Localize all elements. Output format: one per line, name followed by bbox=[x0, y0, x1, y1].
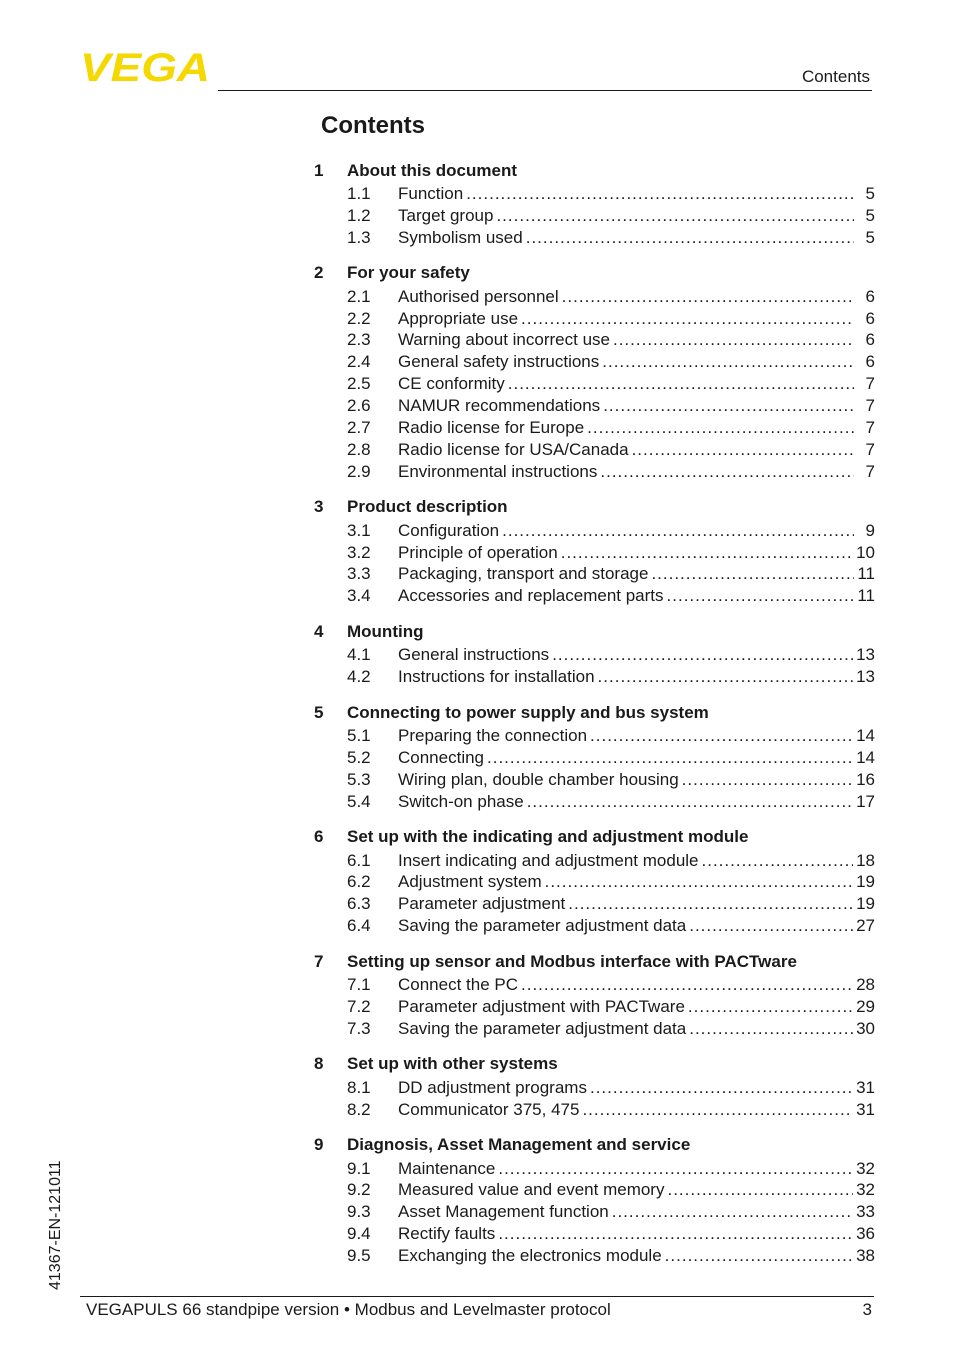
dot-leader bbox=[568, 894, 853, 914]
toc-chapter-heading[interactable] bbox=[314, 261, 875, 286]
entry-page: 6 bbox=[865, 308, 875, 328]
entry-page: 5 bbox=[865, 205, 875, 225]
toc-chapter-heading[interactable] bbox=[314, 495, 875, 520]
dot-leader bbox=[496, 206, 854, 226]
entry-title: Target group bbox=[398, 205, 494, 225]
dot-leader bbox=[667, 586, 854, 606]
entry-title: Parameter adjustment with PACTware bbox=[398, 996, 685, 1016]
entry-number: 3.3 bbox=[347, 564, 371, 584]
dot-leader bbox=[632, 440, 854, 460]
toc-entry[interactable] bbox=[314, 1180, 875, 1202]
entry-title: Configuration bbox=[398, 520, 500, 540]
dot-leader bbox=[689, 916, 853, 936]
toc-chapter bbox=[314, 1133, 875, 1267]
entry-number: 2.2 bbox=[347, 308, 371, 328]
toc-entry[interactable] bbox=[314, 417, 875, 439]
chapter-number: 3 bbox=[314, 497, 324, 517]
header-divider bbox=[218, 90, 872, 91]
chapter-number: 2 bbox=[314, 263, 324, 283]
entry-page: 5 bbox=[865, 227, 875, 247]
entry-page: 31 bbox=[856, 1077, 875, 1097]
entry-number: 7.3 bbox=[347, 1018, 371, 1038]
svg-text:VEGA: VEGA bbox=[80, 50, 210, 84]
dot-leader bbox=[612, 1202, 853, 1222]
entry-number: 7.1 bbox=[347, 975, 371, 995]
toc-chapter bbox=[314, 261, 875, 483]
toc-entry[interactable] bbox=[314, 1077, 875, 1099]
dot-leader bbox=[602, 352, 854, 372]
toc-entry[interactable] bbox=[314, 308, 875, 330]
entry-number: 5.2 bbox=[347, 747, 371, 767]
toc-entry[interactable] bbox=[314, 1201, 875, 1223]
dot-leader bbox=[562, 287, 854, 307]
entry-title: Switch-on phase bbox=[398, 791, 524, 811]
entry-number: 9.1 bbox=[347, 1158, 371, 1178]
entry-number: 5.3 bbox=[347, 769, 371, 789]
entry-page: 10 bbox=[856, 542, 875, 562]
chapter-title: For your safety bbox=[347, 263, 470, 283]
dot-leader bbox=[613, 330, 854, 350]
entry-number: 6.4 bbox=[347, 916, 371, 936]
entry-number: 5.4 bbox=[347, 791, 371, 811]
entry-title: Saving the parameter adjustment data bbox=[398, 916, 687, 936]
entry-number: 9.2 bbox=[347, 1180, 371, 1200]
dot-leader bbox=[521, 975, 853, 995]
dot-leader bbox=[600, 462, 854, 482]
dot-leader bbox=[603, 396, 854, 416]
toc-entry[interactable] bbox=[314, 893, 875, 915]
entry-page: 28 bbox=[856, 975, 875, 995]
entry-number: 2.7 bbox=[347, 417, 371, 437]
chapter-number: 9 bbox=[314, 1135, 324, 1155]
dot-leader bbox=[521, 309, 854, 329]
entry-number: 8.1 bbox=[347, 1077, 371, 1097]
toc-chapter bbox=[314, 619, 875, 688]
dot-leader bbox=[590, 1078, 853, 1098]
toc-entry[interactable] bbox=[314, 439, 875, 461]
entry-number: 9.3 bbox=[347, 1202, 371, 1222]
toc-entry[interactable] bbox=[314, 520, 875, 542]
entry-title: Instructions for installation bbox=[398, 667, 595, 687]
document-code: 41367-EN-121011 bbox=[47, 1160, 64, 1290]
entry-title: Saving the parameter adjustment data bbox=[398, 1018, 687, 1038]
dot-leader bbox=[688, 997, 853, 1017]
entry-page: 13 bbox=[856, 645, 875, 665]
toc-chapter-heading[interactable] bbox=[314, 158, 875, 183]
toc-entry[interactable] bbox=[314, 996, 875, 1018]
entry-page: 16 bbox=[856, 769, 875, 789]
entry-title: Preparing the connection bbox=[398, 725, 588, 745]
entry-title: Parameter adjustment bbox=[398, 894, 566, 914]
chapter-number: 5 bbox=[314, 702, 324, 722]
toc-entry[interactable] bbox=[314, 286, 875, 308]
toc-entry[interactable] bbox=[314, 915, 875, 937]
entry-page: 17 bbox=[856, 791, 875, 811]
chapter-number: 8 bbox=[314, 1054, 324, 1074]
entry-page: 7 bbox=[865, 439, 875, 459]
toc-entry[interactable] bbox=[314, 227, 875, 249]
footer-divider bbox=[80, 1296, 874, 1297]
toc-entry[interactable] bbox=[314, 644, 875, 666]
toc-entry[interactable] bbox=[314, 395, 875, 417]
toc-chapter-heading[interactable] bbox=[314, 949, 875, 974]
entry-page: 14 bbox=[856, 747, 875, 767]
toc-entry[interactable] bbox=[314, 1223, 875, 1245]
toc-entry[interactable] bbox=[314, 1018, 875, 1040]
dot-leader bbox=[552, 645, 853, 665]
entry-page: 30 bbox=[856, 1018, 875, 1038]
entry-title: Exchanging the electronics module bbox=[398, 1246, 662, 1266]
chapter-number: 7 bbox=[314, 951, 324, 971]
toc-chapter-heading[interactable] bbox=[314, 700, 875, 725]
dot-leader bbox=[498, 1224, 853, 1244]
toc-entry[interactable] bbox=[314, 974, 875, 996]
toc-entry[interactable] bbox=[314, 871, 875, 893]
dot-leader bbox=[665, 1246, 853, 1266]
entry-page: 19 bbox=[856, 894, 875, 914]
entry-title: General safety instructions bbox=[398, 352, 600, 372]
entry-title: Accessories and replacement parts bbox=[398, 586, 664, 606]
toc-entry[interactable] bbox=[314, 205, 875, 227]
toc-entry[interactable] bbox=[314, 542, 875, 564]
toc-chapter-heading[interactable] bbox=[314, 619, 875, 644]
entry-page: 32 bbox=[856, 1158, 875, 1178]
toc-entry[interactable] bbox=[314, 1099, 875, 1121]
entry-page: 7 bbox=[865, 417, 875, 437]
entry-page: 27 bbox=[856, 916, 875, 936]
entry-number: 4.2 bbox=[347, 667, 371, 687]
entry-number: 7.2 bbox=[347, 996, 371, 1016]
entry-title: Authorised personnel bbox=[398, 286, 559, 306]
toc-chapter bbox=[314, 1052, 875, 1121]
chapter-number: 1 bbox=[314, 160, 324, 180]
entry-number: 2.4 bbox=[347, 352, 371, 372]
entry-page: 6 bbox=[865, 352, 875, 372]
entry-title: Maintenance bbox=[398, 1158, 496, 1178]
toc-entry[interactable] bbox=[314, 850, 875, 872]
entry-number: 2.8 bbox=[347, 439, 371, 459]
entry-title: Measured value and event memory bbox=[398, 1180, 665, 1200]
chapter-number: 6 bbox=[314, 827, 324, 847]
toc-entry[interactable] bbox=[314, 563, 875, 585]
dot-leader bbox=[582, 1100, 853, 1120]
chapter-title: Set up with other systems bbox=[347, 1054, 558, 1074]
entry-page: 6 bbox=[865, 330, 875, 350]
entry-number: 6.1 bbox=[347, 850, 371, 870]
entry-page: 31 bbox=[856, 1099, 875, 1119]
toc-entry[interactable] bbox=[314, 329, 875, 351]
entry-title: NAMUR recommendations bbox=[398, 396, 601, 416]
entry-title: Packaging, transport and storage bbox=[398, 564, 649, 584]
vega-logo bbox=[80, 50, 212, 84]
entry-page: 13 bbox=[856, 667, 875, 687]
dot-leader bbox=[561, 543, 853, 563]
entry-page: 33 bbox=[856, 1202, 875, 1222]
chapter-title: Mounting bbox=[347, 621, 424, 641]
toc-entry[interactable] bbox=[314, 791, 875, 813]
entry-title: CE conformity bbox=[398, 374, 505, 394]
chapter-title: Set up with the indicating and adjustment module bbox=[347, 827, 749, 847]
toc-entry[interactable] bbox=[314, 747, 875, 769]
dot-leader bbox=[598, 667, 854, 687]
chapter-title: Connecting to power supply and bus system bbox=[347, 702, 709, 722]
dot-leader bbox=[651, 564, 854, 584]
entry-page: 18 bbox=[856, 850, 875, 870]
toc-entry[interactable] bbox=[314, 666, 875, 688]
entry-number: 6.3 bbox=[347, 894, 371, 914]
page-number: 3 bbox=[862, 1300, 872, 1319]
entry-page: 5 bbox=[865, 183, 875, 203]
chapter-title: Product description bbox=[347, 497, 508, 517]
entry-number: 2.6 bbox=[347, 396, 371, 416]
entry-page: 11 bbox=[857, 564, 875, 584]
dot-leader bbox=[466, 184, 854, 204]
toc-entry[interactable] bbox=[314, 769, 875, 791]
entry-number: 1.3 bbox=[347, 227, 371, 247]
toc-entry[interactable] bbox=[314, 585, 875, 607]
header-section-label: Contents bbox=[801, 67, 870, 86]
entry-title: Asset Management function bbox=[398, 1202, 609, 1222]
dot-leader bbox=[689, 1019, 853, 1039]
entry-number: 1.1 bbox=[347, 183, 371, 203]
dot-leader bbox=[498, 1159, 853, 1179]
entry-title: Appropriate use bbox=[398, 308, 519, 328]
entry-title: Principle of operation bbox=[398, 542, 558, 562]
entry-title: Insert indicating and adjustment module bbox=[398, 850, 699, 870]
toc-entry[interactable] bbox=[314, 1245, 875, 1267]
dot-leader bbox=[590, 726, 853, 746]
entry-title: Rectify faults bbox=[398, 1224, 496, 1244]
footer-document-title: VEGAPULS 66 standpipe version • Modbus and Levelmaster protocol bbox=[86, 1300, 611, 1319]
entry-number: 4.1 bbox=[347, 645, 371, 665]
entry-page: 19 bbox=[856, 872, 875, 892]
entry-number: 3.4 bbox=[347, 586, 371, 606]
dot-leader bbox=[508, 374, 854, 394]
entry-title: Radio license for USA/Canada bbox=[398, 439, 629, 459]
toc-chapter bbox=[314, 495, 875, 608]
toc-entry[interactable] bbox=[314, 725, 875, 747]
entry-page: 7 bbox=[865, 461, 875, 481]
entry-page: 7 bbox=[865, 396, 875, 416]
entry-page: 32 bbox=[856, 1180, 875, 1200]
dot-leader bbox=[526, 228, 854, 248]
page-title: Contents bbox=[321, 112, 425, 139]
entry-title: Communicator 375, 475 bbox=[398, 1099, 580, 1119]
entry-page: 38 bbox=[856, 1246, 875, 1266]
dot-leader bbox=[587, 418, 854, 438]
entry-number: 8.2 bbox=[347, 1099, 371, 1119]
entry-title: Radio license for Europe bbox=[398, 417, 585, 437]
entry-number: 3.1 bbox=[347, 520, 371, 540]
table-of-contents bbox=[314, 158, 875, 1279]
toc-chapter bbox=[314, 158, 875, 249]
toc-entry[interactable] bbox=[314, 1158, 875, 1180]
entry-title: Connect the PC bbox=[398, 975, 519, 995]
entry-page: 6 bbox=[865, 286, 875, 306]
entry-page: 7 bbox=[865, 374, 875, 394]
dot-leader bbox=[502, 521, 854, 541]
toc-chapter-heading[interactable] bbox=[314, 1133, 875, 1158]
entry-page: 14 bbox=[856, 725, 875, 745]
entry-title: General instructions bbox=[398, 645, 550, 665]
entry-page: 29 bbox=[856, 996, 875, 1016]
entry-number: 2.9 bbox=[347, 461, 371, 481]
entry-title: Environmental instructions bbox=[398, 461, 598, 481]
toc-entry[interactable] bbox=[314, 461, 875, 483]
dot-leader bbox=[682, 770, 853, 790]
entry-title: Wiring plan, double chamber housing bbox=[398, 769, 679, 789]
entry-number: 9.4 bbox=[347, 1224, 371, 1244]
entry-number: 9.5 bbox=[347, 1246, 371, 1266]
entry-number: 2.3 bbox=[347, 330, 371, 350]
chapter-title: Diagnosis, Asset Management and service bbox=[347, 1135, 691, 1155]
entry-number: 3.2 bbox=[347, 542, 371, 562]
toc-chapter bbox=[314, 700, 875, 813]
dot-leader bbox=[487, 748, 853, 768]
chapter-title: Setting up sensor and Modbus interface with PACTware bbox=[347, 951, 797, 971]
dot-leader bbox=[545, 872, 853, 892]
entry-title: Warning about incorrect use bbox=[398, 330, 610, 350]
entry-page: 36 bbox=[856, 1224, 875, 1244]
entry-title: Function bbox=[398, 183, 464, 203]
toc-chapter bbox=[314, 949, 875, 1040]
toc-chapter-heading[interactable] bbox=[314, 825, 875, 850]
entry-page: 9 bbox=[865, 520, 875, 540]
toc-entry[interactable] bbox=[314, 351, 875, 373]
dot-leader bbox=[702, 851, 854, 871]
dot-leader bbox=[527, 792, 853, 812]
entry-title: Adjustment system bbox=[398, 872, 542, 892]
chapter-title: About this document bbox=[347, 160, 517, 180]
entry-title: Connecting bbox=[398, 747, 485, 767]
chapter-number: 4 bbox=[314, 621, 324, 641]
toc-chapter-heading[interactable] bbox=[314, 1052, 875, 1077]
entry-title: Symbolism used bbox=[398, 227, 523, 247]
toc-chapter bbox=[314, 825, 875, 938]
entry-number: 1.2 bbox=[347, 205, 371, 225]
entry-number: 5.1 bbox=[347, 725, 371, 745]
entry-number: 2.1 bbox=[347, 286, 371, 306]
toc-entry[interactable] bbox=[314, 183, 875, 205]
dot-leader bbox=[667, 1180, 853, 1200]
toc-entry[interactable] bbox=[314, 373, 875, 395]
entry-number: 2.5 bbox=[347, 374, 371, 394]
entry-title: DD adjustment programs bbox=[398, 1077, 587, 1097]
entry-number: 6.2 bbox=[347, 872, 371, 892]
entry-page: 11 bbox=[857, 586, 875, 606]
